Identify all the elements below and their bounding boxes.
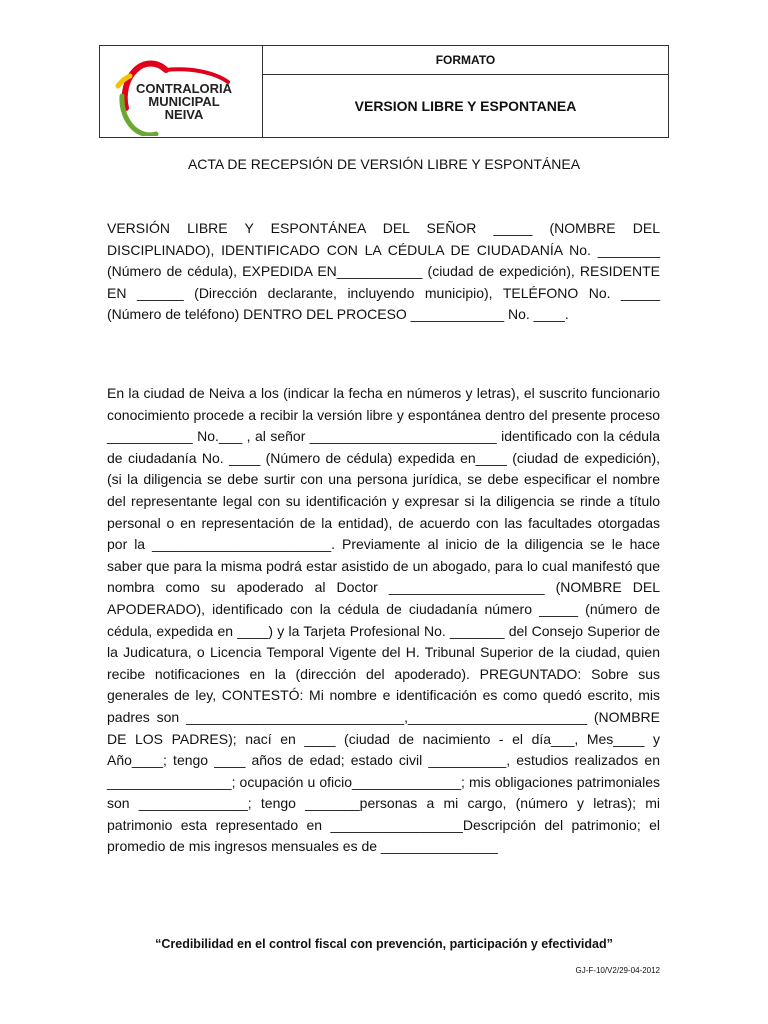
document-header	[99, 45, 669, 138]
format-label: FORMATO	[263, 46, 668, 75]
format-title: VERSION LIBRE Y ESPONTANEA	[354, 98, 577, 114]
logo-line-2: MUNICIPAL	[148, 94, 220, 109]
header-right	[263, 46, 668, 137]
footer-motto: “Credibilidad en el control fiscal con prevención, participación y efectividad”	[155, 937, 613, 951]
logo-text	[136, 82, 232, 121]
document-title: ACTA DE RECEPSIÓN DE VERSIÓN LIBRE Y ESPONTÁNEA	[187, 156, 581, 172]
logo-line-1: CONTRALORIA	[136, 81, 233, 96]
document-code: GJ-F-10/V2/29-04-2012	[575, 966, 660, 975]
logo-cell	[100, 46, 263, 137]
logo-line-3: NEIVA	[164, 107, 204, 122]
paragraph-body: En la ciudad de Neiva a los (indicar la fecha en números y letras), el suscrito funcionario conocimiento procede a recibir la versión libre y espontánea dentro del presente proceso ___________ No.___ , al señor ________________________ identificado con la cédula de ciudadanía No. ____ (Número de cédula) expedida en____ (ciudad de expedición), (si la diligencia se debe surtir con una persona jurídica, se debe especificar el nombre del representante legal con su identificación y expresar si la diligencia se rinde a título personal o en representación de la entidad), de acuerdo con las facultades otorgadas por la _______________________. Previamente al inicio de la diligencia se le hace saber que para la misma podrá estar asistido de un abogado, para lo cual manifestó que nombra como su apoderado al Doctor ____________________ (NOMBRE DEL APODERADO), identificado con la cédula de ciudadanía número _____ (número de cédula, expedida en ____) y la Tarjeta Profesional No. _______ del Consejo Superior de la Judicatura, o Licencia Temporal Vigente del H. Tribunal Superior de la ciudad, quien recibe notificaciones en la (dirección del apoderado). PREGUNTADO: Sobre sus generales de ley, CONTESTÓ: Mi nombre e identificación es como quedó escrito, mis padres son ____________________________,_______________________ (NOMBRE DE LOS PADRES); nací en ____ (ciudad de nacimiento - el día___, Mes____ y Año____; tengo ____ años de edad; estado civil __________, estudios realizados en ________________; ocupación u oficio______________; mis obligaciones patrimoniales son ______________; tengo _______personas a mi cargo, (número y letras); mi patrimonio esta representado en _________________Descripción del patrimonio; el promedio de mis ingresos mensuales es de _______________	[107, 385, 660, 855]
paragraph-intro: VERSIÓN LIBRE Y ESPONTÁNEA DEL SEÑOR _____ (NOMBRE DEL DISCIPLINADO), IDENTIFICADO CON LA CÉDULA DE CIUDADANÍA No. ________ (Número de cédula), EXPEDIDA EN___________ (ciudad de expedición), RESIDENTE EN ______ (Dirección declarante, incluyendo municipio), TELÉFONO No. _____ (Número de teléfono) DENTRO DEL PROCESO ____________ No. ____.	[107, 220, 660, 323]
